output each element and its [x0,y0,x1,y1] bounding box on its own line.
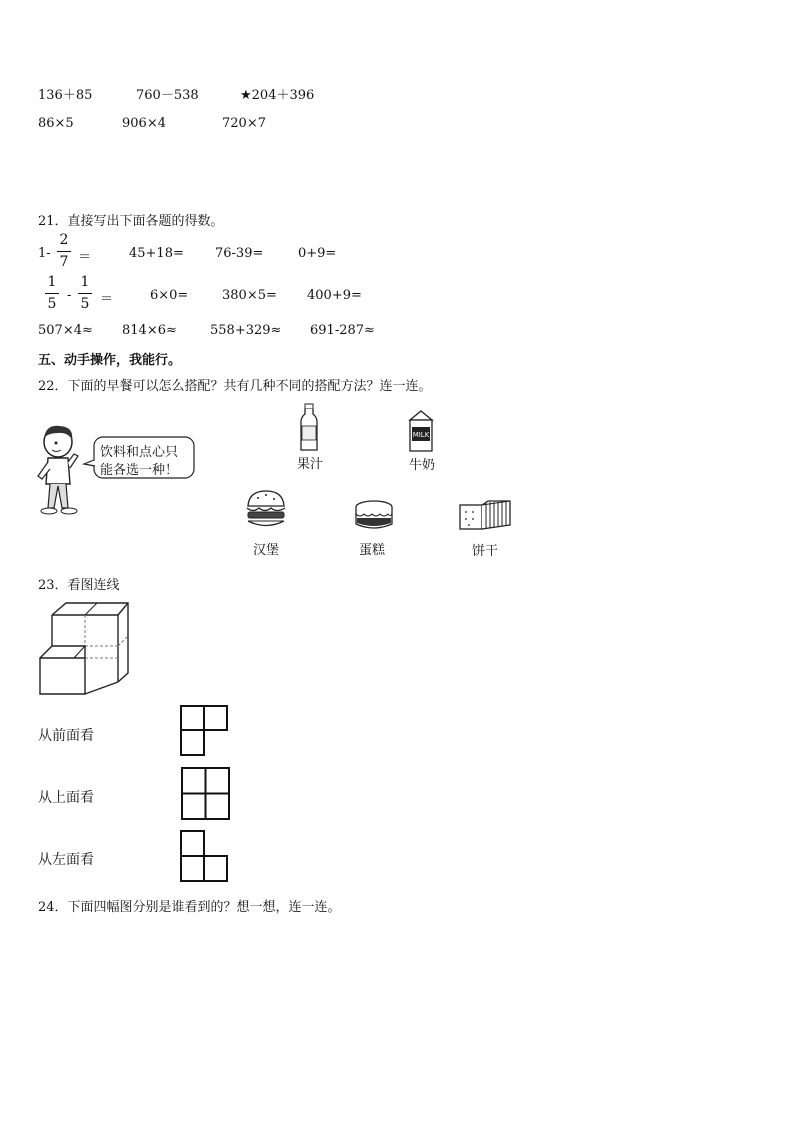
fraction-denominator: 5 [47,296,57,312]
q21-item: 76-39= [215,246,264,261]
calc-4: 86×5 [38,116,74,131]
snack-label-biscuits: 饼干 [472,544,499,559]
q21-fraction-1-5b [78,275,92,314]
snack-label-hamburger: 汉堡 [253,543,280,558]
q21-item: 45+18= [129,246,184,261]
view-shape-a [180,705,230,757]
view-label-top: 从上面看 [38,790,94,806]
drink-label-juice: 果汁 [297,457,324,472]
q21-fraction-1-5a [45,275,59,314]
q21-item: 507×4≈ [38,323,93,338]
fraction-bar [78,293,92,294]
cube-solid-figure [38,600,134,696]
q21-item: 400+9= [307,288,362,303]
calc-6: 720×7 [222,116,266,131]
q21-item: 0+9= [298,246,337,261]
svg-text:MILK: MILK [412,431,430,439]
cake-icon [354,500,394,532]
fraction-denominator: 5 [80,296,90,312]
speech-bubble-line1: 饮料和点心只 [100,445,179,460]
fraction-numerator: 1 [47,274,57,290]
q21-item: 558+329≈ [210,323,282,338]
view-shape-b [181,767,231,821]
q21-item: 6×0= [150,288,189,303]
fraction-numerator: 2 [59,232,69,248]
q21-fraction-2-7 [57,233,71,272]
speech-bubble-line2: 能各选一种！ [100,463,179,478]
q24-title: 24．下面四幅图分别是谁看到的？想一想，连一连。 [38,900,341,915]
calc-2: 760－538 [136,88,199,103]
hamburger-icon [245,490,287,530]
calc-1: 136＋85 [38,88,93,103]
q21-item: 814×6≈ [122,323,177,338]
q21-eq1: ＝ [78,250,92,265]
juice-bottle-icon [299,404,319,452]
q23-title: 23．看图连线 [38,578,120,593]
q21-prefix: 1- [38,246,51,261]
fraction-numerator: 1 [80,274,90,290]
view-label-left: 从左面看 [38,852,94,868]
fraction-denominator: 7 [59,254,69,270]
snack-label-cake: 蛋糕 [359,543,386,558]
calc-3: ★204＋396 [240,88,315,103]
biscuits-icon [458,499,512,531]
milk-carton-icon [406,410,436,452]
q22-title: 22．下面的早餐可以怎么搭配？共有几种不同的搭配方法？连一连。 [38,379,432,394]
q21-item: 691-287≈ [310,323,375,338]
fraction-bar [57,251,71,252]
fraction-bar [45,293,59,294]
q21-eq2: ＝ [100,292,114,307]
drink-label-milk: 牛奶 [409,458,436,473]
q21-title: 21．直接写出下面各题的得数。 [38,214,224,229]
q21-minus: - [67,288,72,303]
view-shape-c [180,830,230,883]
section-5-heading: 五、动手操作，我能行。 [38,353,182,368]
q21-item: 380×5= [222,288,277,303]
view-label-front: 从前面看 [38,728,94,744]
calc-5: 906×4 [122,116,166,131]
